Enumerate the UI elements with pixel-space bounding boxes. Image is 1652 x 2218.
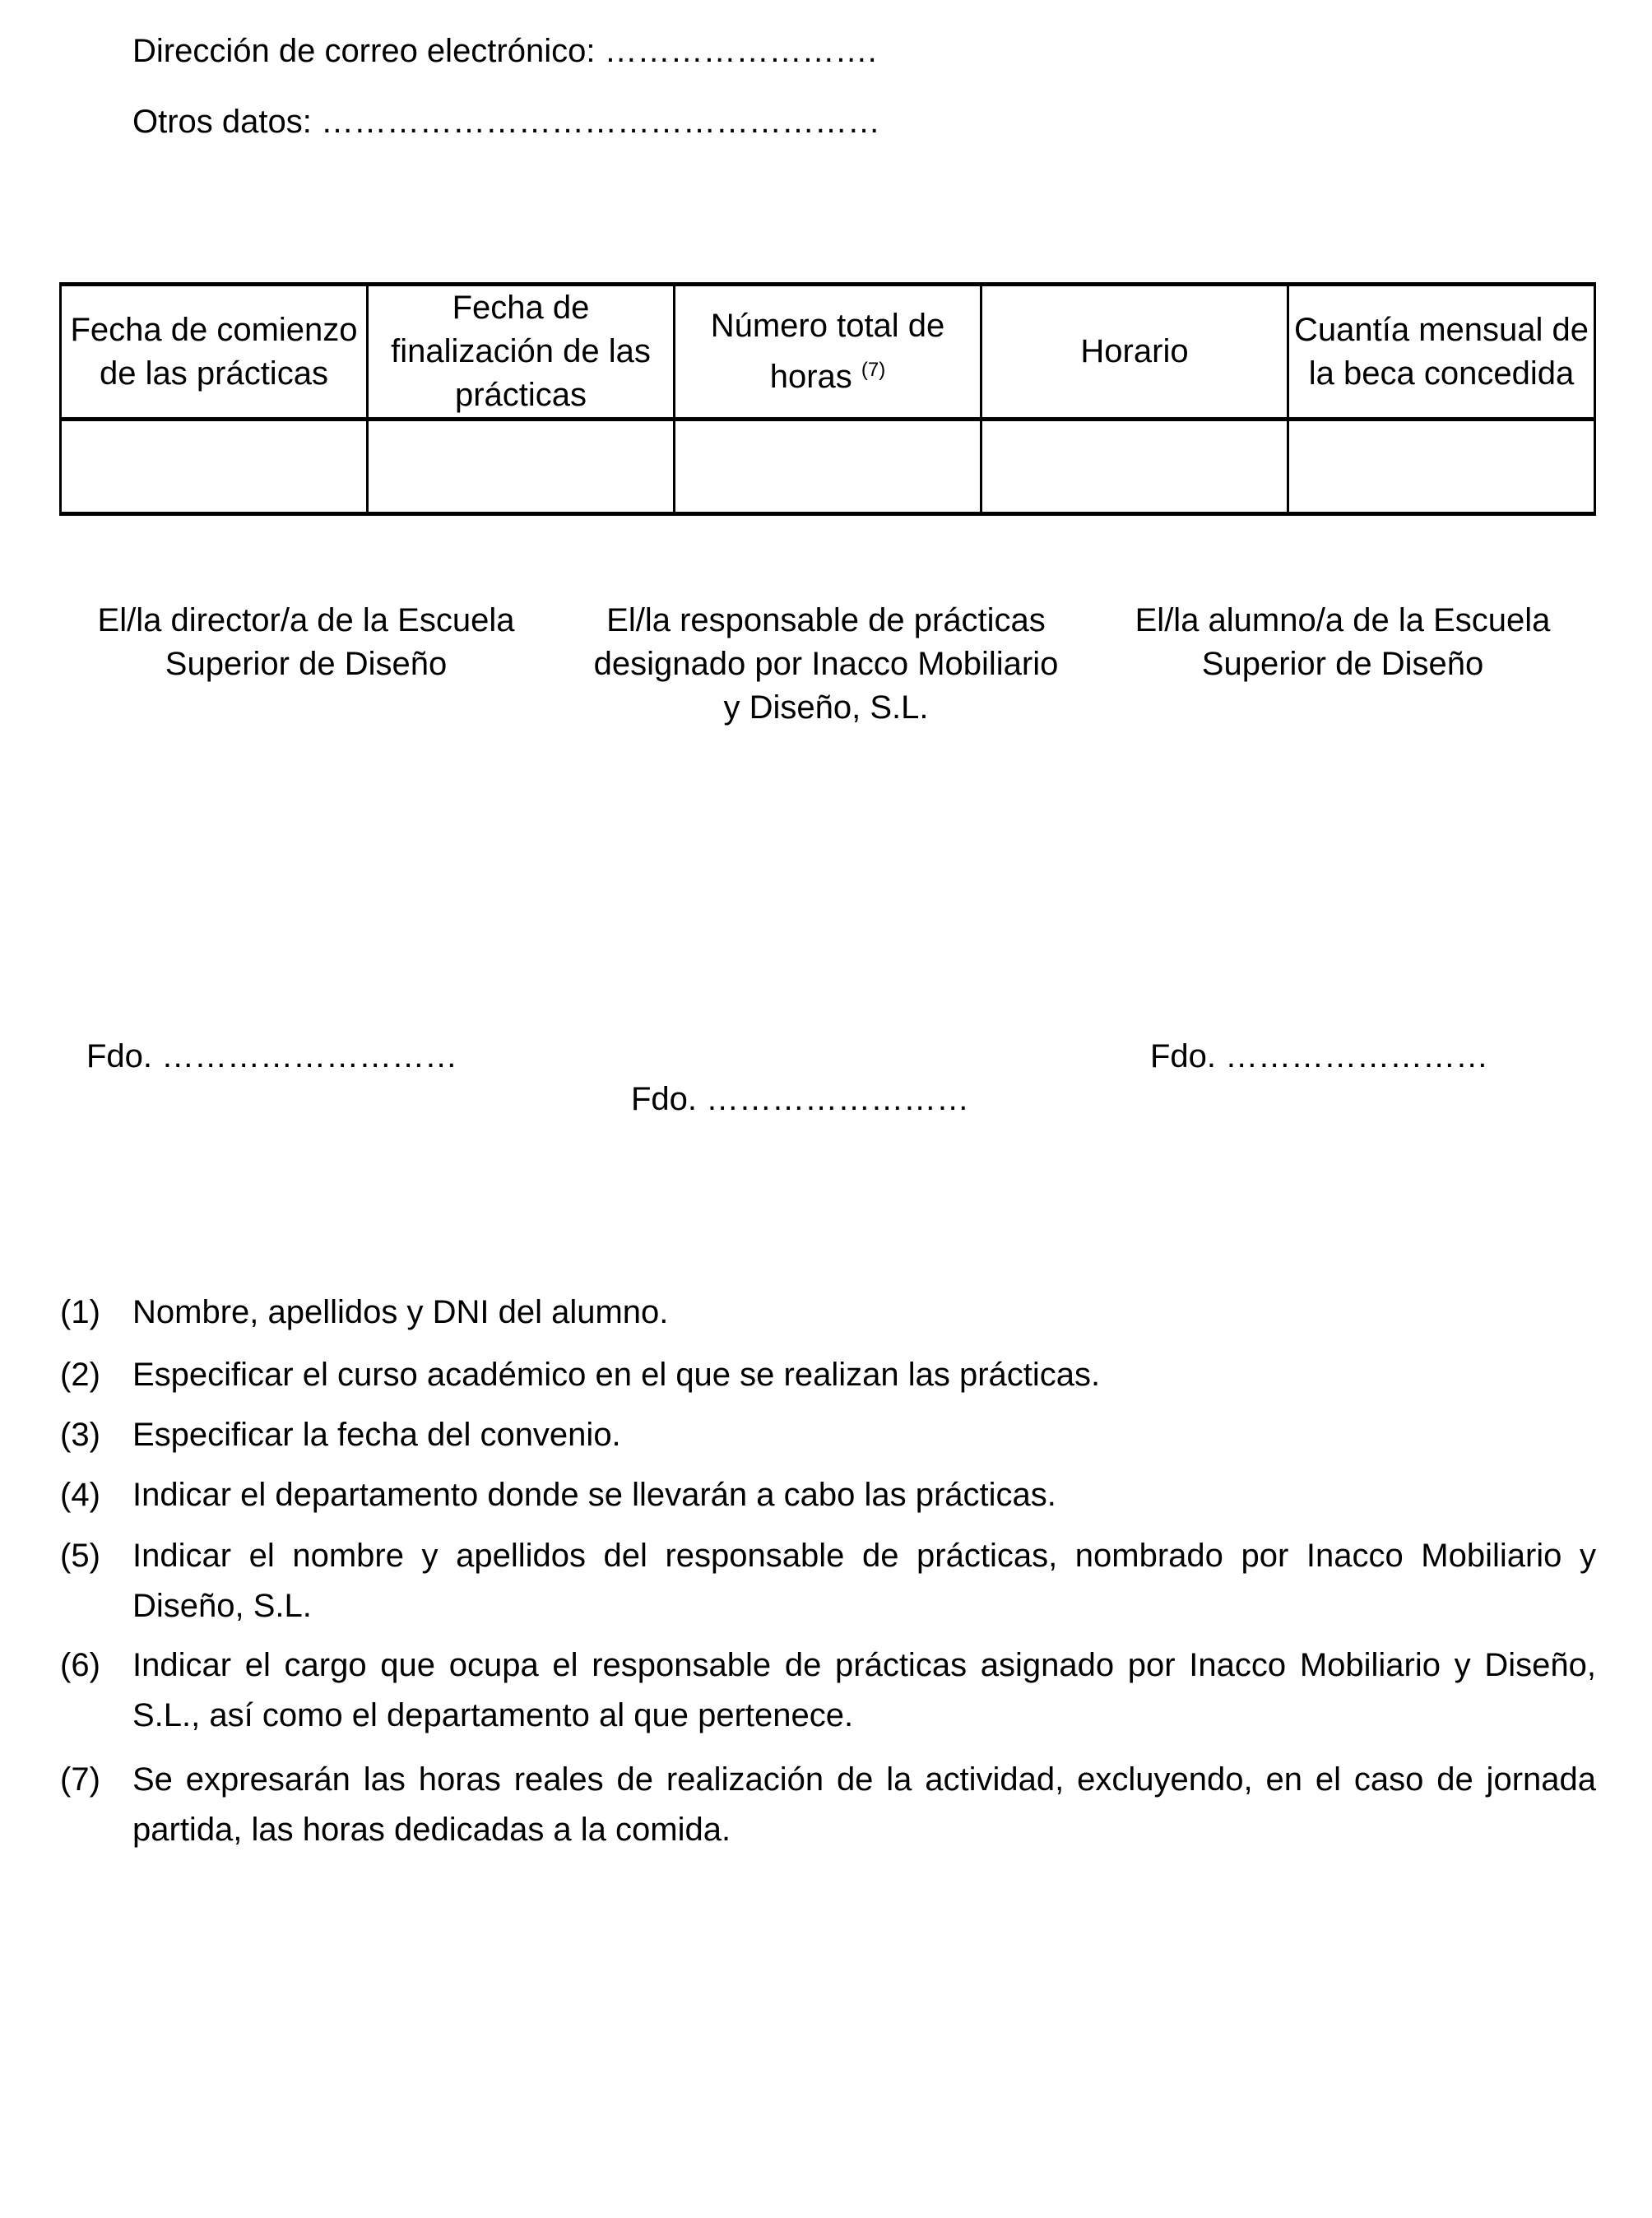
internship-table bbox=[59, 282, 1596, 516]
signature-line-student: Fdo. …………………… bbox=[1150, 1038, 1489, 1074]
footnote-number: (4) bbox=[60, 1477, 100, 1513]
table-header-row bbox=[61, 285, 1595, 420]
footnote-3 bbox=[60, 1410, 1596, 1460]
footnote-text: Nombre, apellidos y DNI del alumno. bbox=[132, 1294, 669, 1330]
footnote-6 bbox=[60, 1640, 1596, 1741]
footnote-number: (1) bbox=[60, 1294, 100, 1330]
signature-role-director: El/la director/a de la Escuela Superior de Diseño bbox=[97, 602, 515, 682]
email-field-label: Dirección de correo electrónico: ……………………. bbox=[132, 33, 877, 69]
cell-monthly-grant[interactable] bbox=[1288, 420, 1595, 514]
other-data-field-label: Otros datos: …………………………………………… bbox=[132, 104, 880, 140]
footnote-number: (2) bbox=[60, 1357, 100, 1393]
footnote-ref: (7) bbox=[861, 359, 886, 381]
footnote-2 bbox=[60, 1350, 1596, 1400]
cell-schedule[interactable] bbox=[981, 420, 1288, 514]
footnote-text: Se expresarán las horas reales de realización de la actividad, excluyendo, en el caso de jornada partida, las horas dedicadas a la comida. bbox=[132, 1761, 1596, 1848]
footnote-text: Indicar el cargo que ocupa el responsable de prácticas asignado por Inacco Mobiliario y Diseño, S.L., así como el departamento al que pertenece. bbox=[132, 1647, 1596, 1733]
footnote-5 bbox=[60, 1531, 1596, 1631]
header-monthly-grant: Cuantía mensual de la beca concedida bbox=[1288, 285, 1595, 420]
cell-start-date[interactable] bbox=[61, 420, 368, 514]
signature-line-company-tutor: Fdo. …………………… bbox=[631, 1081, 970, 1117]
footnote-text: Indicar el departamento donde se llevarán a cabo las prácticas. bbox=[132, 1477, 1056, 1513]
signature-role-student: El/la alumno/a de la Escuela Superior de Diseño bbox=[1135, 602, 1551, 682]
footnote-7 bbox=[60, 1755, 1596, 1855]
footnote-number: (7) bbox=[60, 1761, 100, 1798]
footnote-number: (3) bbox=[60, 1417, 100, 1453]
footnote-text: Especificar el curso académico en el que se realizan las prácticas. bbox=[132, 1357, 1101, 1393]
table-row bbox=[61, 420, 1595, 514]
footnote-text: Indicar el nombre y apellidos del responsable de prácticas, nombrado por Inacco Mobiliario y Diseño, S.L. bbox=[132, 1538, 1596, 1624]
header-total-hours bbox=[675, 285, 981, 420]
header-schedule: Horario bbox=[981, 285, 1288, 420]
cell-end-date[interactable] bbox=[368, 420, 675, 514]
footnote-text: Especificar la fecha del convenio. bbox=[132, 1417, 621, 1453]
footnote-1 bbox=[60, 1288, 1596, 1338]
footnote-number: (6) bbox=[60, 1647, 100, 1683]
footnote-number: (5) bbox=[60, 1538, 100, 1574]
cell-total-hours[interactable] bbox=[675, 420, 981, 514]
signature-line-director: Fdo. ……………………… bbox=[86, 1038, 458, 1074]
footnote-4 bbox=[60, 1470, 1596, 1520]
header-total-hours-label: Número total de horas bbox=[710, 308, 945, 395]
header-end-date: Fecha de finalización de las prácticas bbox=[368, 285, 675, 420]
signature-role-company-tutor: El/la responsable de prácticas designado por Inacco Mobiliario y Diseño, S.L. bbox=[593, 602, 1059, 726]
header-start-date: Fecha de comienzo de las prácticas bbox=[61, 285, 368, 420]
